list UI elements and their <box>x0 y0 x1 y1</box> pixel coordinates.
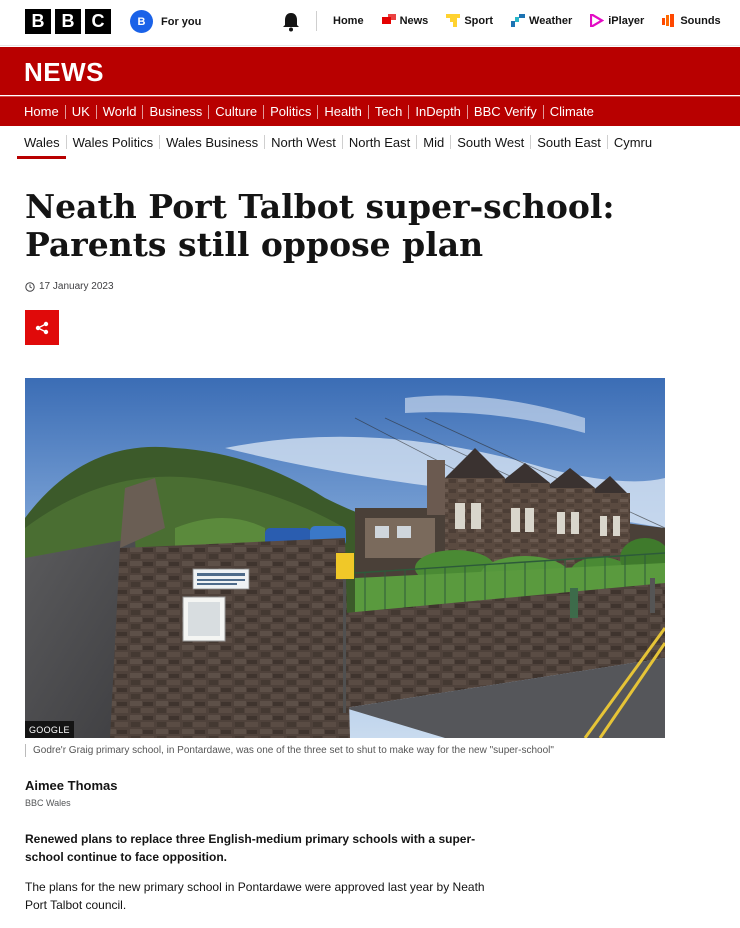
section-nav-business[interactable]: Business <box>149 104 203 119</box>
weather-icon <box>511 14 525 27</box>
nav-separator <box>467 105 468 119</box>
nav-separator <box>368 105 369 119</box>
notifications-bell-icon[interactable] <box>282 12 300 32</box>
school-photo <box>25 378 665 738</box>
top-nav <box>333 14 721 27</box>
share-icon <box>35 321 49 335</box>
subnav-wales[interactable]: Wales <box>24 134 60 150</box>
topnav-news-label: News <box>399 14 429 27</box>
for-you-link[interactable] <box>130 10 201 33</box>
nav-separator <box>543 105 544 119</box>
top-bar <box>0 0 740 46</box>
topnav-weather[interactable] <box>511 14 572 27</box>
subnav-north-east[interactable]: North East <box>348 134 411 150</box>
author-name: Aimee Thomas <box>25 778 118 793</box>
top-divider <box>316 11 317 31</box>
news-banner <box>0 47 740 95</box>
bbc-logo-letter: B <box>55 9 81 34</box>
topnav-news[interactable] <box>382 14 429 27</box>
news-logo[interactable]: NEWS <box>24 57 104 87</box>
nav-separator <box>208 105 209 119</box>
subnav-south-west[interactable]: South West <box>457 134 525 150</box>
section-nav-indepth[interactable]: InDepth <box>415 104 461 119</box>
section-nav <box>0 96 740 126</box>
section-nav-bbc-verify[interactable]: BBC Verify <box>473 104 537 119</box>
share-button[interactable] <box>25 310 59 345</box>
nav-separator <box>317 105 318 119</box>
topnav-sport-label: Sport <box>464 14 494 27</box>
topnav-sport[interactable] <box>446 14 493 27</box>
sport-icon <box>446 14 460 27</box>
author-organisation: BBC Wales <box>25 798 71 808</box>
bbc-logo-letter: C <box>85 9 111 34</box>
headline-line-1: Neath Port Talbot super-school: <box>25 187 615 226</box>
date-text: 17 January 2023 <box>39 281 114 292</box>
article-date <box>25 281 114 292</box>
article-paragraph: The plans for the new primary school in Pontardawe were approved last year by Neath Port Talbot council. <box>25 880 485 912</box>
news-icon <box>382 14 396 27</box>
section-nav-home[interactable]: Home <box>24 104 59 119</box>
sub-nav <box>0 127 740 157</box>
subnav-wales-business[interactable]: Wales Business <box>166 134 259 150</box>
section-nav-politics[interactable]: Politics <box>270 104 312 119</box>
nav-separator <box>416 135 417 149</box>
sounds-icon <box>662 14 676 27</box>
section-nav-culture[interactable]: Culture <box>215 104 258 119</box>
topnav-home-label: Home <box>333 14 364 27</box>
headline-line-2: Parents still oppose plan <box>25 225 484 264</box>
nav-separator <box>263 105 264 119</box>
nav-separator <box>96 105 97 119</box>
iplayer-icon <box>590 14 604 27</box>
subnav-south-east[interactable]: South East <box>537 134 601 150</box>
nav-separator <box>408 105 409 119</box>
topnav-iplayer-label: iPlayer <box>608 14 645 27</box>
nav-separator <box>530 135 531 149</box>
article-headline <box>25 188 665 264</box>
clock-icon <box>25 282 35 292</box>
account-avatar-icon: B <box>130 10 153 33</box>
nav-separator <box>342 135 343 149</box>
image-caption: Godre'r Graig primary school, in Pontardawe, was one of the three set to shut to make way for the new "super-school" <box>25 744 665 757</box>
nav-separator <box>65 105 66 119</box>
section-nav-climate[interactable]: Climate <box>549 104 594 119</box>
section-nav-uk[interactable]: UK <box>71 104 90 119</box>
topnav-sounds-label: Sounds <box>680 14 721 27</box>
article-image <box>25 378 665 738</box>
bbc-logo[interactable] <box>25 9 111 34</box>
bbc-logo-letter: B <box>25 9 51 34</box>
nav-separator <box>142 105 143 119</box>
subnav-wales-politics[interactable]: Wales Politics <box>72 134 154 150</box>
section-nav-tech[interactable]: Tech <box>374 104 403 119</box>
nav-separator <box>159 135 160 149</box>
nav-separator <box>450 135 451 149</box>
article-lede: Renewed plans to replace three English-medium primary schools with a super-school continue to face opposition. <box>25 832 476 864</box>
section-nav-health[interactable]: Health <box>324 104 362 119</box>
nav-separator <box>66 135 67 149</box>
subnav-north-west[interactable]: North West <box>271 134 336 150</box>
section-nav-world[interactable]: World <box>102 104 137 119</box>
nav-separator <box>607 135 608 149</box>
topnav-weather-label: Weather <box>529 14 573 27</box>
subnav-cymru[interactable]: Cymru <box>613 134 653 150</box>
topnav-home[interactable] <box>333 15 364 27</box>
for-you-label: For you <box>161 15 202 28</box>
image-credit: GOOGLE <box>25 721 74 738</box>
nav-separator <box>264 135 265 149</box>
topnav-sounds[interactable] <box>662 14 720 27</box>
subnav-mid[interactable]: Mid <box>423 134 445 150</box>
topnav-iplayer[interactable] <box>590 14 644 27</box>
